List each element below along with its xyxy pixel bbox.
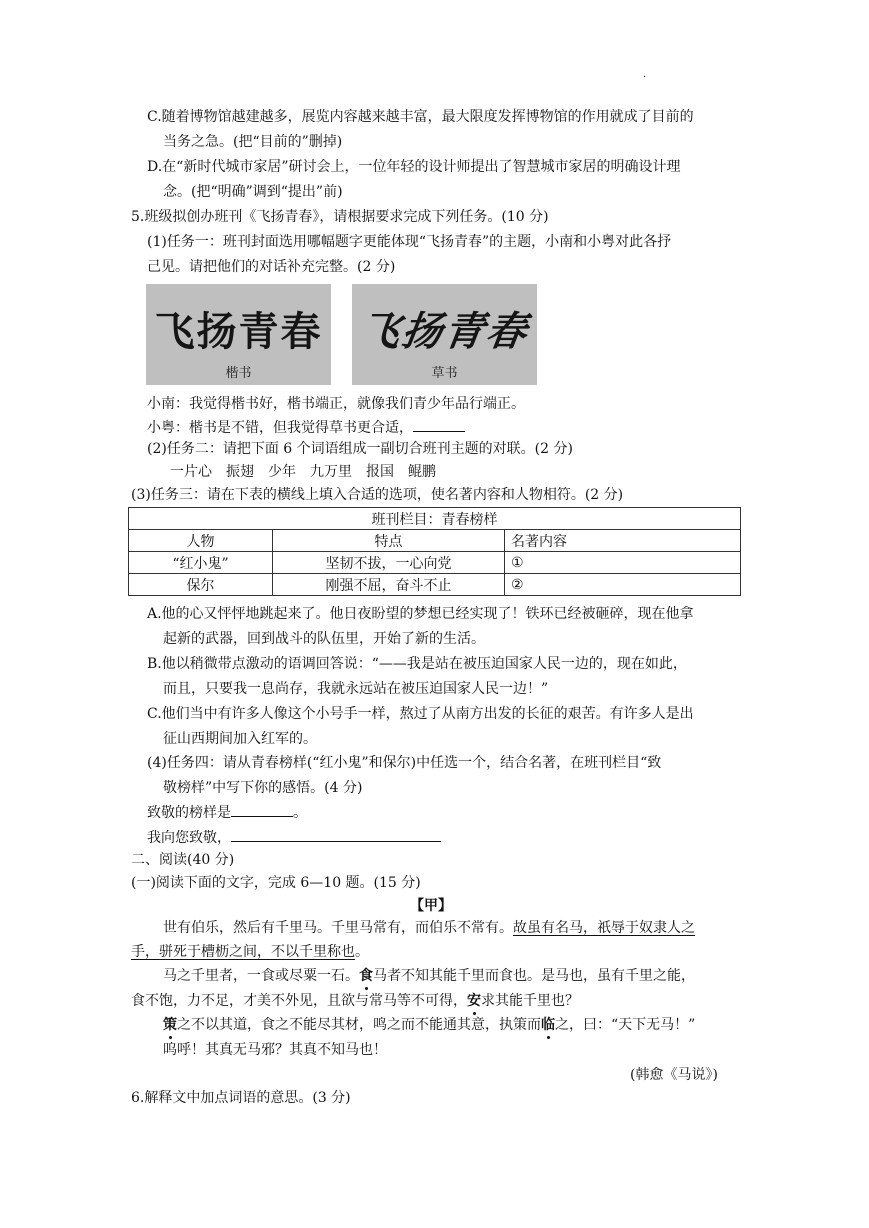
calligraphy-image-kaishu [146,284,331,385]
fill-role-model-label: 致敬的榜样是 [147,805,231,821]
passage-p1-end: 。 [355,944,369,960]
passage-p3-text-a: 之不以其道，食之不能尽其材，鸣之而不能通其意，执策而 [177,1017,541,1033]
answer-blank-role-model[interactable] [231,803,293,817]
fill-role-model-end: 。 [293,805,307,821]
dotted-word-shi: 食 [359,968,373,984]
word-item: 鲲鹏 [408,464,436,480]
passage-source: (韩愈《马说》) [630,1067,718,1083]
word-item: 九万里 [310,464,352,480]
q6-title: 6.解释文中加点词语的意思。(3 分) [131,1090,351,1106]
section-reading-title: 二、阅读(40 分) [131,852,235,868]
calligraphy-kaishu-text: 飞扬青春 [154,308,323,355]
table-row [129,552,741,574]
dialogue-xiaoyue [147,418,465,437]
table-title: 班刊栏目：青春榜样 [129,508,741,530]
table-cell: 保尔 [129,574,273,596]
option-a-line1: A.他的心又怦怦地跳起来了。他日夜盼望的梦想已经实现了！铁环已经被砸碎，现在他拿 [147,606,694,622]
passage-p1-line1 [163,919,695,937]
dotted-word-lin: 临 [541,1017,555,1033]
option-a-line2: 起新的武器，回到战斗的队伍里，开始了新的生活。 [163,631,485,647]
table-header-cell: 特点 [273,530,505,552]
role-model-table [128,507,741,596]
table-cell: 刚强不屈，奋斗不止 [273,574,505,596]
table-header-cell: 名著内容 [505,530,741,552]
q5-task4-line1: (4)任务四：请从青春榜样(“红小鬼”和保尔)中任选一个，结合名著，在班刊栏目“致 [147,755,662,771]
q5-title: 5.班级拟创办班刊《飞扬青春》，请根据要求完成下列任务。(10 分) [131,209,549,225]
passage-p2-line1 [163,967,695,985]
q5-task2: (2)任务二：请把下面 6 个词语组成一副切合班刊主题的对联。(2 分) [147,441,573,457]
passage-p3-line1 [163,1016,695,1034]
word-item: 少年 [268,464,296,480]
table-cell-answer[interactable]: ① [505,552,741,574]
reading-part1-instructions: (一)阅读下面的文字，完成 6—10 题。(15 分) [131,875,421,891]
table-cell: “红小鬼” [129,552,273,574]
fill-tribute [147,828,441,847]
answer-blank-tribute[interactable] [231,828,441,842]
passage-p1-underlined-2: 手，骈死于槽枥之间，不以千里称也 [131,944,355,960]
option-b-line2: 而且，只要我一息尚存，我就永远站在被压迫国家人民一边！” [163,681,549,697]
dotted-word-ce: 策 [163,1017,177,1033]
passage-p2-text-a: 马之千里者，一食或尽粟一石。 [163,968,359,984]
table-cell: 坚韧不拔，一心向党 [273,552,505,574]
passage-p2-text-d: 求其能千里也？ [481,993,579,1009]
option-c-line1: C.他们当中有许多人像这个小号手一样，熬过了从南方出发的长征的艰苦。有许多人是出 [147,706,694,722]
header-mark: . [643,69,647,80]
dialogue-xiaoyue-text: 小粤：楷书是不错，但我觉得草书更合适， [147,420,413,436]
calligraphy-image-caoshu [352,284,537,385]
q5-task1-line2: 己见。请把他们的对话补充完整。(2 分) [147,259,396,275]
table-row [129,574,741,596]
passage-label-jia: 【甲】 [410,898,452,914]
passage-p1-text: 世有伯乐，然后有千里马。千里马常有，而伯乐不常有。 [163,920,513,936]
q5-task3: (3)任务三：请在下表的横线上填入合适的选项，使名著内容和人物相符。(2 分) [131,487,624,503]
q5-task4-line2: 敬榜样”中写下你的感悟。(4 分) [163,780,363,796]
dialogue-xiaonan: 小南：我觉得楷书好，楷书端正，就像我们青少年品行端正。 [147,396,525,412]
table-header-cell: 人物 [129,530,273,552]
option-c-line2: 征山西期间加入红军的。 [163,731,317,747]
calligraphy-kaishu-caption: 楷书 [225,366,252,381]
table-header-row [129,530,741,552]
passage-p2-text-b: 马者不知其能千里而食也。是马也，虽有千里之能， [373,968,695,984]
word-item: 振翅 [226,464,254,480]
word-item: 一片心 [170,464,212,480]
passage-p2-text-c: 食不饱，力不足，才美不外见，且欲与常马等不可得， [131,993,467,1009]
q4-option-d-line2: 念。(把“明确”调到“提出”前) [163,184,343,200]
q4-option-c-line2: 当务之急。(把“目前的”删掉) [163,134,343,150]
q4-option-c-line1: C.随着博物馆越建越多，展览内容越来越丰富，最大限度发挥博物馆的作用就成了目前的 [147,109,694,125]
option-b-line1: B.他以稍微带点激动的语调回答说：“——我是站在被压迫国家人民一边的，现在如此， [147,656,687,672]
q4-option-d-line1: D.在“新时代城市家居”研讨会上，一位年轻的设计师提出了智慧城市家居的明确设计理 [147,159,681,175]
passage-p3-line2: 呜呼！其真无马邪？其真不知马也！ [163,1042,387,1058]
passage-p3-text-b: 之，曰：“天下无马！” [555,1017,696,1033]
fill-tribute-label: 我向您致敬， [147,830,231,846]
calligraphy-caoshu-caption: 草书 [431,366,458,381]
passage-p1-line2 [131,943,369,961]
answer-blank-xiaoyue[interactable] [413,418,465,432]
passage-p2-line2 [131,992,579,1010]
word-list [170,463,436,481]
table-cell-answer[interactable]: ② [505,574,741,596]
q5-task1-line1: (1)任务一：班刊封面选用哪幅题字更能体现“飞扬青春”的主题，小南和小粤对此各抒 [147,234,672,250]
dotted-word-an: 安 [467,993,481,1009]
calligraphy-caoshu-text: 飞扬青春 [356,308,532,355]
passage-p1-underlined-1: 故虽有名马，祇辱于奴隶人之 [513,920,695,936]
word-item: 报国 [366,464,394,480]
fill-role-model [147,803,307,822]
